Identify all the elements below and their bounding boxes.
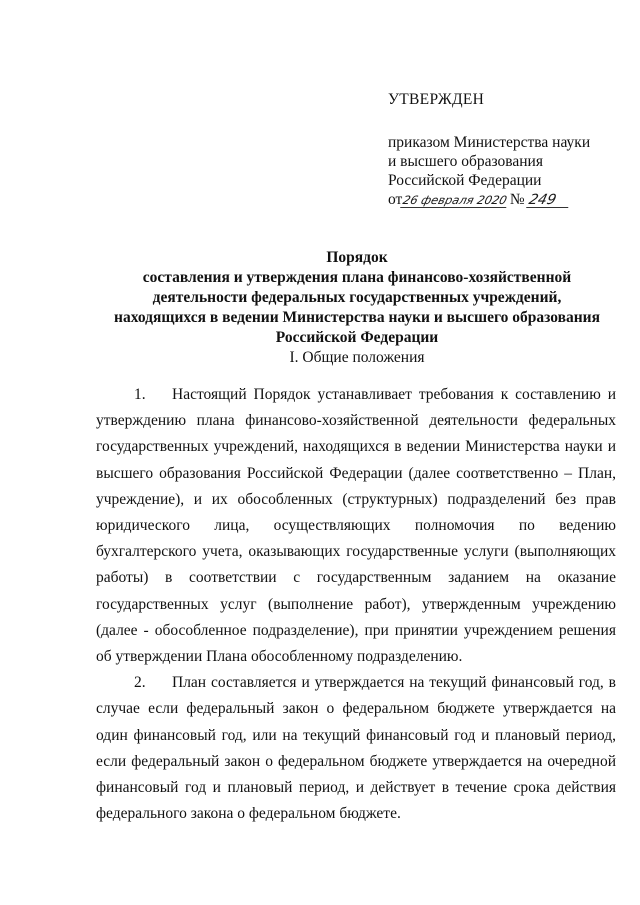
approval-line-1: приказом Министерства науки — [388, 134, 591, 151]
paragraph-2 — [96, 670, 616, 827]
title-line-1: Порядок — [326, 249, 388, 266]
handwritten-number: 249 — [526, 193, 572, 208]
approved-label: УТВЕРЖДЕН — [388, 91, 485, 108]
approval-line-2: и высшего образования — [388, 153, 543, 170]
paragraph-text: Настоящий Порядок устанавливает требования к составлению и утверждению плана финансово-хозяйственной деятельности федеральных государственных учреждений, находящихся в ведении Министерства науки и высшего образования Российской Федерации (далее соответственно – План, учреждение), и их обособленных (структурных) подразделений без прав юридического лица, осуществляющих полномочия по ведению бухгалтерского учета, оказывающих государственные услуги (выполняющих работы) в соответствии с государственным заданием на оказание государственных услуг (выполнение работ), утвержденным учреждению (далее - обособленное подразделение), при принятии учреждением решения об утверждении Плана обособленному подразделению. — [96, 386, 616, 666]
title-line-5: Российской Федерации — [275, 329, 439, 346]
document-title — [60, 248, 640, 348]
approval-date-number-line — [388, 190, 628, 209]
title-line-3: деятельности федеральных государственных учреждений, — [152, 289, 562, 306]
paragraph-1 — [96, 382, 616, 670]
approval-line-3: Российской Федерации — [388, 172, 542, 189]
paragraph-text: План составляется и утверждается на текущий финансовый год, в случае если федеральный закон о федеральном бюджете утверждается на один финансовый год, или на текущий финансовый год и плановый период, если федеральный закон о федеральном бюджете утверждается на очередной финансовый год и плановый период, и действует в течение срока действия федерального закона о федеральном бюджете. — [96, 674, 616, 823]
section-heading: I. Общие положения — [289, 349, 425, 366]
handwritten-date: 26 февраля 2020 — [401, 193, 509, 207]
document-body — [96, 382, 616, 827]
number-prefix: № — [509, 191, 525, 208]
paragraph-number: 2. — [134, 674, 146, 692]
title-line-4: находящихся в ведении Министерства науки и высшего образования — [114, 309, 600, 326]
from-prefix: от — [388, 191, 403, 208]
title-line-2: составления и утверждения плана финансово-хозяйственной — [142, 269, 572, 286]
paragraph-number: 1. — [134, 386, 146, 403]
approval-stamp-block — [388, 90, 628, 209]
